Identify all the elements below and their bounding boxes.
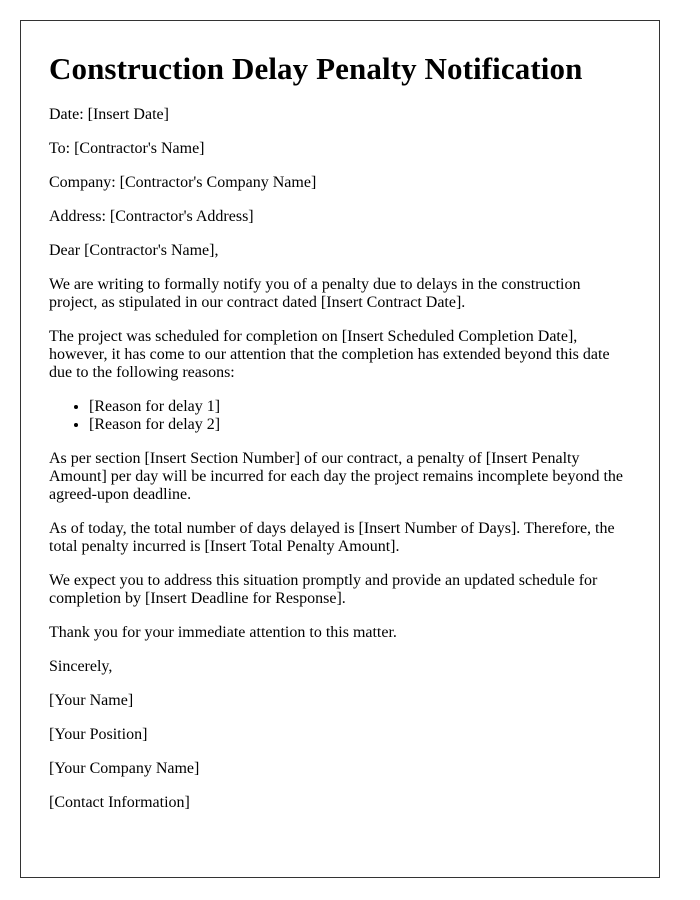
expectation-paragraph: We expect you to address this situation promptly and provide an updated schedule for completion by [Insert Deadline for Response].	[49, 572, 598, 607]
list-item: • [Reason for delay 2]	[89, 416, 631, 434]
delay-reasons-list	[49, 398, 631, 434]
signature-company: [Your Company Name]	[49, 760, 200, 777]
company-line: Company: [Contractor's Company Name]	[49, 174, 317, 191]
letter-title: Construction Delay Penalty Notification	[49, 51, 583, 86]
list-item: • [Reason for delay 1]	[89, 398, 631, 416]
signature-contact: [Contact Information]	[49, 794, 190, 811]
penalty-paragraph: As per section [Insert Section Number] of our contract, a penalty of [Insert Penalty Amount] per day will be incurred for each day the project remains incomplete beyond the agreed-upon deadline.	[49, 450, 624, 503]
closing: Sincerely,	[49, 658, 113, 675]
salutation: Dear [Contractor's Name],	[49, 242, 219, 259]
recipient-line: To: [Contractor's Name]	[49, 140, 205, 157]
signature-name: [Your Name]	[49, 692, 134, 709]
signature-position: [Your Position]	[49, 726, 148, 743]
thanks-paragraph: Thank you for your immediate attention to this matter.	[49, 624, 397, 641]
intro-paragraph: We are writing to formally notify you of a penalty due to delays in the construction project, as stipulated in our contract dated [Insert Contract Date].	[49, 276, 581, 311]
total-penalty-paragraph: As of today, the total number of days delayed is [Insert Number of Days]. Therefore, the total penalty incurred is [Insert Total Penalty Amount].	[49, 520, 615, 555]
address-line: Address: [Contractor's Address]	[49, 208, 254, 225]
letter-document	[20, 20, 660, 878]
schedule-paragraph: The project was scheduled for completion on [Insert Scheduled Completion Date], however, it has come to our attention that the completion has extended beyond this date due to the following reasons:	[49, 328, 610, 381]
date-line: Date: [Insert Date]	[49, 106, 169, 123]
